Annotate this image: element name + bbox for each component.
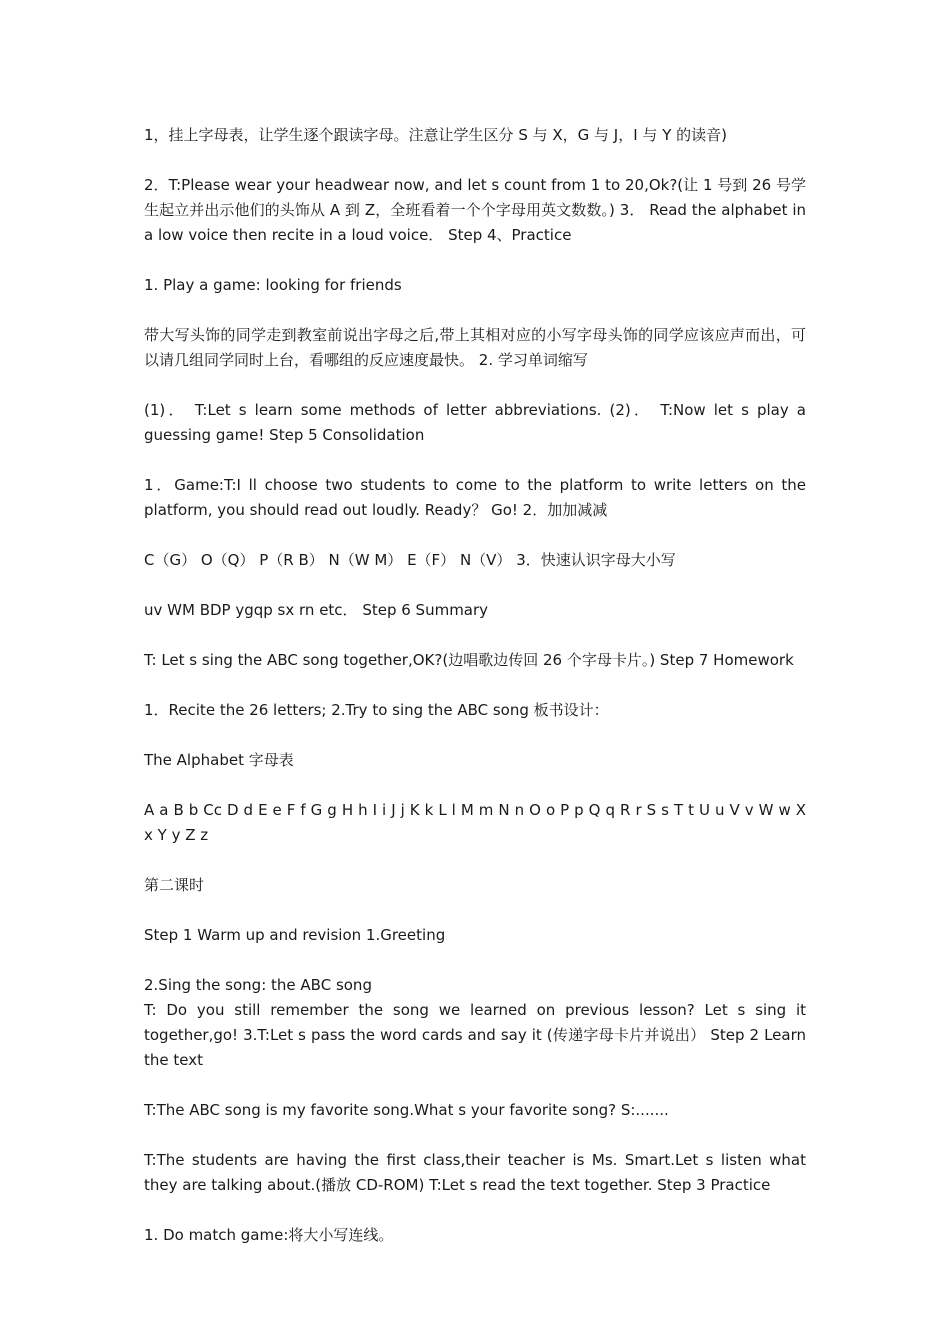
paragraph-alphabet-chart: 1，挂上字母表，让学生逐个跟读字母。注意让学生区分 S 与 X，G 与 J，I 与 Y 的读音) <box>144 126 727 144</box>
paragraph-consolidation-game: 1．Game:T:I ll choose two students to come to the platform to write letters on the platform, you should read out loudly. Ready？ Go! 2．加加减减 <box>144 476 806 519</box>
paragraph-sing-song: 2.Sing the song: the ABC song <box>144 976 372 994</box>
paragraph-play-game: 1. Play a game: looking for friends <box>144 276 402 294</box>
paragraph-alphabet-letters: A a B b Cc D d E e F f G g H h I i J j K k L l M m N n O o P p Q q R r S s T t U u V v W w X x Y y Z z <box>144 801 806 844</box>
paragraph-match-game: 1. Do match game:将大小写连线。 <box>144 1226 394 1244</box>
paragraph-homework: 1．Recite the 26 letters; 2.Try to sing the ABC song 板书设计： <box>144 701 609 719</box>
paragraph-warm-up: Step 1 Warm up and revision 1.Greeting <box>144 926 446 944</box>
paragraph-favorite-song: T:The ABC song is my favorite song.What s your favorite song? S:....... <box>144 1101 669 1119</box>
paragraph-remember-song: T: Do you still remember the song we learned on previous lesson? Let s sing it together,go! 3.T:Let s pass the word cards and say it (传递字母卡片并说出） Step 2 Learn the text <box>144 1001 806 1069</box>
paragraph-letter-groups: uv WM BDP ygqp sx rn etc． Step 6 Summary <box>144 601 489 619</box>
paragraph-second-lesson-heading: 第二课时 <box>144 876 205 894</box>
paragraph-first-class: T:The students are having the first class,their teacher is Ms. Smart.Let s listen what they are talking about.(播放 CD-ROM) T:Let s read the text together. Step 3 Practice <box>144 1151 806 1194</box>
document-body <box>144 123 806 1273</box>
paragraph-abbreviations: (1)． T:Let s learn some methods of letter abbreviations. (2)． T:Now let s play a guessing game! Step 5 Consolidation <box>144 401 806 444</box>
paragraph-headwear-count: 2．T:Please wear your headwear now, and let s count from 1 to 20,Ok?(让 1 号到 26 号学生起立并出示他们的头饰从 A 到 Z，全班看着一个个字母用英文数数。) 3． Read the alphabet in a low voice then recite in a loud voice． Step 4、Practice <box>144 176 806 244</box>
paragraph-abc-song: T: Let s sing the ABC song together,OK?(边唱歌边传回 26 个字母卡片。) Step 7 Homework <box>144 651 794 669</box>
paragraph-game-description: 带大写头饰的同学走到教室前说出字母之后,带上其相对应的小写字母头饰的同学应该应声而出，可以请几组同学同时上台，看哪组的反应速度最快。 2. 学习单词缩写 <box>144 326 806 369</box>
paragraph-letter-pairs: C（G） O（Q） P（R B） N（W M） E（F） N（V） 3．快速认识字母大小写 <box>144 551 676 569</box>
paragraph-board-title: The Alphabet 字母表 <box>144 751 294 769</box>
